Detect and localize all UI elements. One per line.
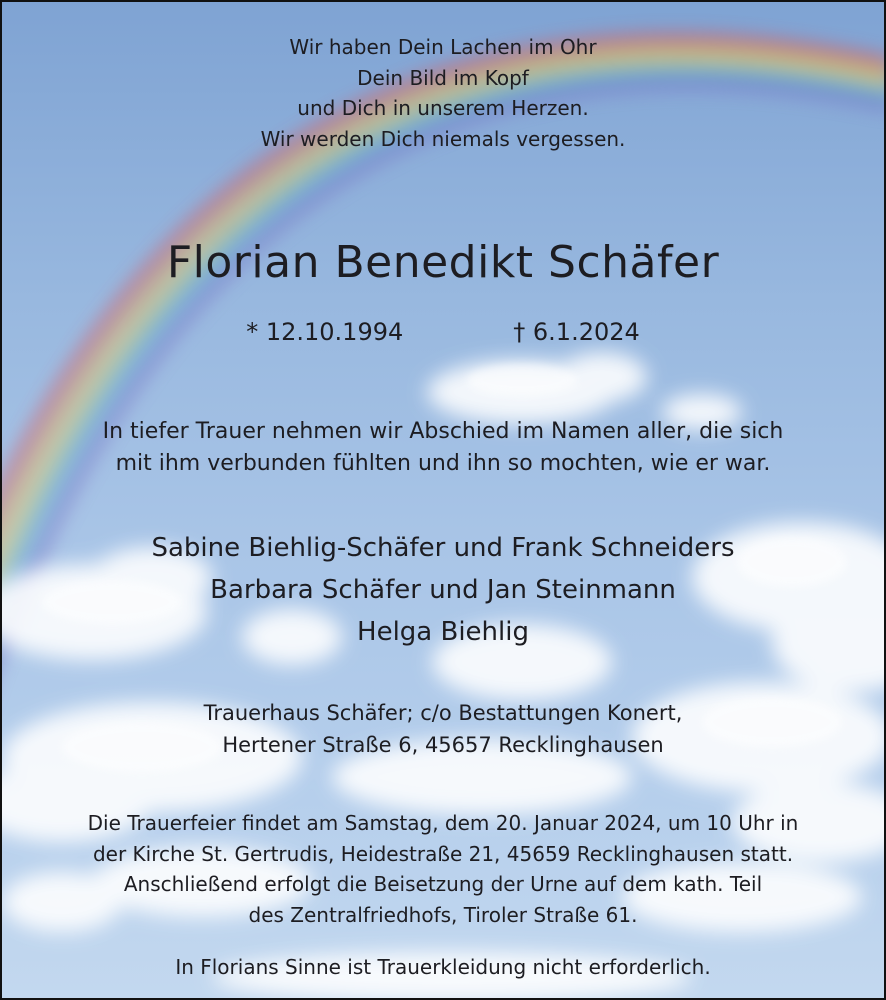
ceremony-details (2, 808, 884, 930)
ceremony-line: des Zentralfriedhofs, Tiroler Straße 61. (248, 902, 638, 927)
family-line: Barbara Schäfer und Jan Steinmann (210, 575, 676, 605)
ceremony-line: der Kirche St. Gertrudis, Heidestraße 21, 45659 Recklinghausen statt. (92, 841, 794, 866)
quote-line: Wir werden Dich niemals vergessen. (260, 126, 626, 151)
birth-date: * 12.10.1994 (246, 318, 404, 346)
message-line: mit ihm verbunden fühlten und ihn so mochten, wie er war. (115, 451, 771, 476)
quote-line: Wir haben Dein Lachen im Ohr (289, 35, 597, 59)
deceased-name: Florian Benedikt Schäfer (166, 237, 720, 288)
address-line: Hertener Straße 6, 45657 Recklinghausen (222, 733, 664, 757)
quote-line: und Dich in unserem Herzen. (297, 96, 589, 120)
life-dates (2, 316, 884, 348)
family-names (2, 527, 884, 653)
mourning-message (2, 416, 884, 480)
memorial-quote (2, 32, 884, 154)
message-line: In tiefer Trauer nehmen wir Abschied im Namen aller, die sich (102, 419, 784, 444)
ceremony-line: Die Trauerfeier findet am Samstag, dem 20. Januar 2024, um 10 Uhr in (87, 811, 799, 835)
dress-code-note: In Florians Sinne ist Trauerkleidung nicht erforderlich. (175, 955, 711, 979)
address-line: Trauerhaus Schäfer; c/o Bestattungen Konert, (203, 701, 683, 725)
family-line: Sabine Biehlig-Schäfer und Frank Schneiders (151, 533, 735, 563)
death-date: † 6.1.2024 (513, 318, 640, 346)
ceremony-line: Anschließend erfolgt die Beisetzung der Urne auf dem kath. Teil (123, 872, 763, 896)
mourning-house-address (2, 697, 884, 761)
quote-line: Dein Bild im Kopf (357, 65, 529, 90)
family-line: Helga Biehlig (357, 617, 529, 647)
